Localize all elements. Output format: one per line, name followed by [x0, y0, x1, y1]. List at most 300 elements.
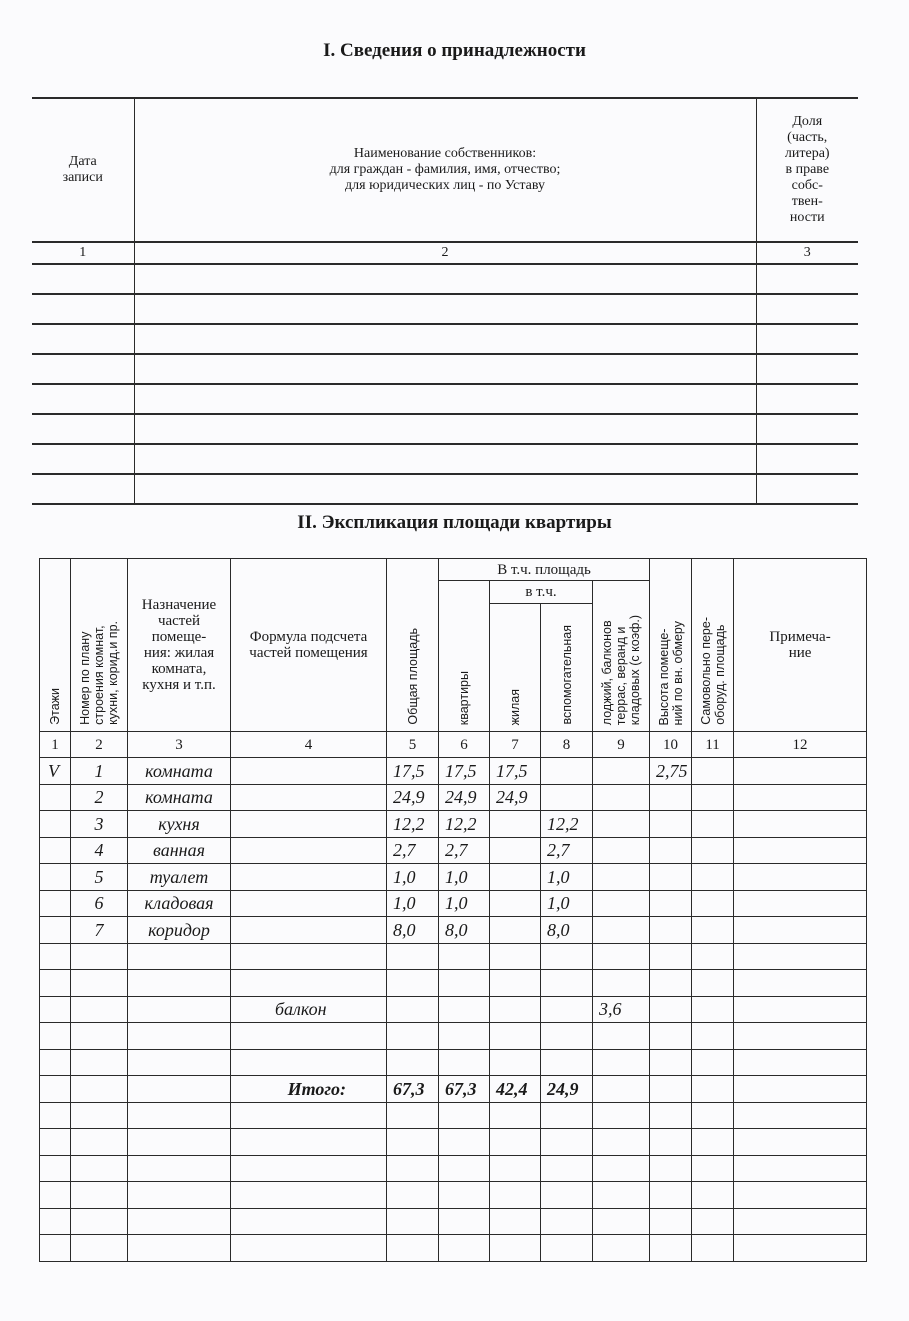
column-number: 1: [32, 242, 134, 264]
note-cell: [734, 970, 867, 997]
living-area-cell: [490, 1102, 541, 1129]
total-area-cell: [387, 1049, 439, 1076]
loggia-area-cell: [593, 1155, 650, 1182]
ownership-row: [32, 414, 858, 444]
note-cell: [734, 784, 867, 811]
ownership-row: [32, 444, 858, 474]
plan-number-cell: 3: [71, 811, 128, 838]
ownership-cell: [32, 294, 134, 324]
plan-number-cell: [71, 1076, 128, 1103]
ownership-cell: [134, 444, 756, 474]
ownership-cell: [32, 324, 134, 354]
column-number: 2: [71, 732, 128, 758]
note-cell: [734, 1023, 867, 1050]
loggia-area-cell: [593, 758, 650, 785]
purpose-cell: кухня: [128, 811, 231, 838]
height-cell: [650, 1076, 692, 1103]
total-row: [40, 1076, 867, 1103]
plan-number-cell: [71, 1049, 128, 1076]
height-cell: [650, 864, 692, 891]
floor-cell: [40, 784, 71, 811]
note-cell: [734, 1076, 867, 1103]
ownership-cell: [32, 384, 134, 414]
loggia-area-cell: [593, 1049, 650, 1076]
height-cell: [650, 1235, 692, 1262]
note-cell: [734, 1155, 867, 1182]
living-area-cell: [490, 864, 541, 891]
height-cell: [650, 1049, 692, 1076]
explication-row: [40, 970, 867, 997]
ownership-cell: [134, 414, 756, 444]
formula-cell: Итого:: [231, 1076, 387, 1103]
unauthorized-cell: [692, 811, 734, 838]
explication-table: [39, 558, 867, 1262]
unauthorized-cell: [692, 1235, 734, 1262]
formula-cell: [231, 1208, 387, 1235]
column-number: 5: [387, 732, 439, 758]
unauthorized-cell: [692, 1182, 734, 1209]
unauthorized-cell: [692, 1049, 734, 1076]
auxiliary-area-cell: 1,0: [541, 890, 593, 917]
auxiliary-area-cell: 24,9: [541, 1076, 593, 1103]
height-cell: [650, 1155, 692, 1182]
header-height: Высота помеще- ний по вн. обмеру: [650, 559, 692, 732]
header-total-area: Общая площадь: [387, 559, 439, 732]
total-area-cell: 67,3: [387, 1076, 439, 1103]
apartment-area-cell: 67,3: [439, 1076, 490, 1103]
plan-number-cell: [71, 970, 128, 997]
auxiliary-area-cell: 2,7: [541, 837, 593, 864]
ownership-cell: [756, 474, 858, 504]
loggia-area-cell: [593, 837, 650, 864]
floor-cell: V: [40, 758, 71, 785]
total-area-cell: 2,7: [387, 837, 439, 864]
purpose-cell: комната: [128, 784, 231, 811]
column-number: 1: [40, 732, 71, 758]
loggia-area-cell: [593, 1208, 650, 1235]
ownership-cell: [32, 354, 134, 384]
ownership-row: [32, 294, 858, 324]
loggia-area-cell: [593, 1023, 650, 1050]
formula-cell: [231, 1049, 387, 1076]
height-cell: [650, 811, 692, 838]
formula-cell: [231, 917, 387, 944]
total-area-cell: [387, 1235, 439, 1262]
purpose-cell: коридор: [128, 917, 231, 944]
plan-number-cell: 2: [71, 784, 128, 811]
note-cell: [734, 864, 867, 891]
purpose-cell: [128, 1049, 231, 1076]
total-area-cell: [387, 1155, 439, 1182]
purpose-cell: [128, 1182, 231, 1209]
auxiliary-area-cell: [541, 1208, 593, 1235]
unauthorized-cell: [692, 1155, 734, 1182]
explication-row: [40, 837, 867, 864]
plan-number-cell: [71, 1023, 128, 1050]
total-area-cell: [387, 1129, 439, 1156]
formula-cell: [231, 1023, 387, 1050]
apartment-area-cell: [439, 1182, 490, 1209]
floor-cell: [40, 917, 71, 944]
purpose-cell: кладовая: [128, 890, 231, 917]
plan-number-cell: 6: [71, 890, 128, 917]
purpose-cell: [128, 1208, 231, 1235]
apartment-area-cell: [439, 1208, 490, 1235]
total-area-cell: 1,0: [387, 864, 439, 891]
height-cell: 2,75: [650, 758, 692, 785]
floor-cell: [40, 1076, 71, 1103]
explication-row: [40, 1129, 867, 1156]
formula-cell: [231, 890, 387, 917]
floor-cell: [40, 837, 71, 864]
loggia-area-cell: [593, 1182, 650, 1209]
total-area-cell: [387, 1023, 439, 1050]
header-owners: Наименование собственников: для граждан - фамилия, имя, отчество; для юридических лиц - по Уставу: [134, 98, 756, 242]
purpose-cell: [128, 1076, 231, 1103]
plan-number-cell: [71, 1182, 128, 1209]
apartment-area-cell: 24,9: [439, 784, 490, 811]
total-area-cell: 1,0: [387, 890, 439, 917]
unauthorized-cell: [692, 758, 734, 785]
living-area-cell: [490, 1023, 541, 1050]
living-area-cell: [490, 1129, 541, 1156]
living-area-cell: [490, 1235, 541, 1262]
formula-cell: [231, 758, 387, 785]
explication-row: [40, 996, 867, 1023]
unauthorized-cell: [692, 1076, 734, 1103]
auxiliary-area-cell: [541, 1023, 593, 1050]
apartment-area-cell: [439, 1049, 490, 1076]
unauthorized-cell: [692, 1023, 734, 1050]
header-living: жилая: [490, 604, 541, 732]
apartment-area-cell: 1,0: [439, 890, 490, 917]
loggia-area-cell: [593, 1076, 650, 1103]
apartment-area-cell: 17,5: [439, 758, 490, 785]
auxiliary-area-cell: [541, 1182, 593, 1209]
floor-cell: [40, 864, 71, 891]
explication-row: [40, 811, 867, 838]
plan-number-cell: [71, 1235, 128, 1262]
loggia-area-cell: [593, 943, 650, 970]
ownership-cell: [134, 294, 756, 324]
header-floors: Этажи: [40, 559, 71, 732]
column-number: 6: [439, 732, 490, 758]
purpose-cell: [128, 1155, 231, 1182]
floor-cell: [40, 1208, 71, 1235]
auxiliary-area-cell: [541, 758, 593, 785]
ownership-row: [32, 384, 858, 414]
formula-cell: [231, 943, 387, 970]
floor-cell: [40, 1023, 71, 1050]
plan-number-cell: 7: [71, 917, 128, 944]
ownership-row: [32, 474, 858, 504]
purpose-cell: [128, 1129, 231, 1156]
purpose-cell: ванная: [128, 837, 231, 864]
loggia-area-cell: [593, 890, 650, 917]
purpose-cell: туалет: [128, 864, 231, 891]
living-area-cell: [490, 811, 541, 838]
note-cell: [734, 1208, 867, 1235]
explication-row: [40, 1049, 867, 1076]
apartment-area-cell: [439, 1023, 490, 1050]
ownership-cell: [32, 444, 134, 474]
ownership-table: [32, 97, 858, 505]
note-cell: [734, 996, 867, 1023]
plan-number-cell: [71, 1155, 128, 1182]
floor-cell: [40, 890, 71, 917]
living-area-cell: [490, 1182, 541, 1209]
plan-number-cell: 4: [71, 837, 128, 864]
formula-cell: [231, 864, 387, 891]
ownership-cell: [32, 474, 134, 504]
apartment-area-cell: [439, 1102, 490, 1129]
column-number: 3: [128, 732, 231, 758]
total-area-cell: [387, 1182, 439, 1209]
formula-cell: [231, 1155, 387, 1182]
living-area-cell: [490, 943, 541, 970]
auxiliary-area-cell: [541, 784, 593, 811]
ownership-cell: [756, 354, 858, 384]
floor-cell: [40, 1155, 71, 1182]
column-number: 8: [541, 732, 593, 758]
plan-number-cell: [71, 1208, 128, 1235]
purpose-cell: [128, 1235, 231, 1262]
ownership-cell: [134, 324, 756, 354]
total-area-cell: 24,9: [387, 784, 439, 811]
auxiliary-area-cell: [541, 943, 593, 970]
explication-row: [40, 1023, 867, 1050]
living-area-cell: [490, 996, 541, 1023]
column-number: 3: [756, 242, 858, 264]
column-number: 2: [134, 242, 756, 264]
explication-row: [40, 1182, 867, 1209]
loggia-area-cell: [593, 784, 650, 811]
apartment-area-cell: [439, 996, 490, 1023]
living-area-cell: [490, 970, 541, 997]
note-cell: [734, 1129, 867, 1156]
loggia-area-cell: [593, 1102, 650, 1129]
ownership-cell: [134, 384, 756, 414]
auxiliary-area-cell: [541, 1235, 593, 1262]
height-cell: [650, 996, 692, 1023]
floor-cell: [40, 1129, 71, 1156]
total-area-cell: [387, 1208, 439, 1235]
floor-cell: [40, 996, 71, 1023]
living-area-cell: [490, 890, 541, 917]
total-area-cell: [387, 996, 439, 1023]
header-incl: в т.ч.: [490, 581, 593, 604]
unauthorized-cell: [692, 1129, 734, 1156]
purpose-cell: комната: [128, 758, 231, 785]
note-cell: [734, 811, 867, 838]
ownership-cell: [756, 324, 858, 354]
apartment-area-cell: 2,7: [439, 837, 490, 864]
auxiliary-area-cell: 1,0: [541, 864, 593, 891]
plan-number-cell: [71, 996, 128, 1023]
plan-number-cell: [71, 1102, 128, 1129]
note-cell: [734, 1235, 867, 1262]
note-cell: [734, 943, 867, 970]
loggia-area-cell: [593, 1129, 650, 1156]
total-area-cell: [387, 943, 439, 970]
total-area-cell: [387, 1102, 439, 1129]
ownership-cell: [756, 384, 858, 414]
auxiliary-area-cell: [541, 1155, 593, 1182]
purpose-cell: [128, 996, 231, 1023]
loggia-area-cell: [593, 1235, 650, 1262]
section2-title: II. Экспликация площади квартиры: [297, 512, 612, 533]
section1-title: I. Сведения о принадлежности: [323, 40, 586, 61]
formula-cell: [231, 837, 387, 864]
living-area-cell: [490, 837, 541, 864]
note-cell: [734, 1182, 867, 1209]
header-incl-area: В т.ч. площадь: [439, 559, 650, 581]
explication-row: [40, 784, 867, 811]
floor-cell: [40, 811, 71, 838]
ownership-header-row: [32, 98, 858, 242]
note-cell: [734, 837, 867, 864]
note-cell: [734, 917, 867, 944]
floor-cell: [40, 1049, 71, 1076]
apartment-area-cell: 8,0: [439, 917, 490, 944]
auxiliary-area-cell: [541, 1049, 593, 1076]
living-area-cell: [490, 917, 541, 944]
ownership-cell: [756, 294, 858, 324]
unauthorized-cell: [692, 864, 734, 891]
auxiliary-area-cell: [541, 1102, 593, 1129]
floor-cell: [40, 1102, 71, 1129]
header-auxiliary: вспомогательная: [541, 604, 593, 732]
auxiliary-area-cell: 8,0: [541, 917, 593, 944]
total-area-cell: 12,2: [387, 811, 439, 838]
ownership-cell: [756, 264, 858, 294]
ownership-cell: [32, 264, 134, 294]
plan-number-cell: 1: [71, 758, 128, 785]
living-area-cell: 42,4: [490, 1076, 541, 1103]
explication-row: [40, 864, 867, 891]
purpose-cell: [128, 943, 231, 970]
height-cell: [650, 1023, 692, 1050]
height-cell: [650, 970, 692, 997]
apartment-area-cell: [439, 970, 490, 997]
purpose-cell: [128, 1023, 231, 1050]
apartment-area-cell: [439, 1129, 490, 1156]
ownership-cell: [134, 354, 756, 384]
living-area-cell: 24,9: [490, 784, 541, 811]
note-cell: [734, 1102, 867, 1129]
height-cell: [650, 1102, 692, 1129]
unauthorized-cell: [692, 970, 734, 997]
header-note: Примеча- ние: [734, 559, 867, 732]
note-cell: [734, 1049, 867, 1076]
purpose-cell: [128, 1102, 231, 1129]
column-number: 11: [692, 732, 734, 758]
living-area-cell: [490, 1155, 541, 1182]
height-cell: [650, 890, 692, 917]
loggia-area-cell: [593, 864, 650, 891]
header-date: Дата записи: [32, 98, 134, 242]
auxiliary-area-cell: [541, 970, 593, 997]
height-cell: [650, 1182, 692, 1209]
header-apartment: квартиры: [439, 581, 490, 732]
plan-number-cell: 5: [71, 864, 128, 891]
explication-column-numbers: [40, 732, 867, 758]
formula-cell: балкон: [231, 996, 387, 1023]
living-area-cell: 17,5: [490, 758, 541, 785]
explication-row: [40, 1102, 867, 1129]
column-number: 7: [490, 732, 541, 758]
header-plan-number: Номер по плану строения комнат, кухни, корид.и пр.: [71, 559, 128, 732]
floor-cell: [40, 970, 71, 997]
unauthorized-cell: [692, 784, 734, 811]
explication-row: [40, 1208, 867, 1235]
formula-cell: [231, 1182, 387, 1209]
formula-cell: [231, 1102, 387, 1129]
formula-cell: [231, 811, 387, 838]
loggia-area-cell: 3,6: [593, 996, 650, 1023]
living-area-cell: [490, 1049, 541, 1076]
total-area-cell: 8,0: [387, 917, 439, 944]
total-area-cell: 17,5: [387, 758, 439, 785]
formula-cell: [231, 970, 387, 997]
height-cell: [650, 943, 692, 970]
unauthorized-cell: [692, 1102, 734, 1129]
explication-row: [40, 1235, 867, 1262]
ownership-cell: [756, 414, 858, 444]
apartment-area-cell: [439, 1155, 490, 1182]
unauthorized-cell: [692, 917, 734, 944]
ownership-cell: [32, 414, 134, 444]
auxiliary-area-cell: [541, 996, 593, 1023]
header-formula: Формула подсчета частей помещения: [231, 559, 387, 732]
plan-number-cell: [71, 943, 128, 970]
explication-row: [40, 758, 867, 785]
height-cell: [650, 837, 692, 864]
column-number: 4: [231, 732, 387, 758]
floor-cell: [40, 943, 71, 970]
column-number: 9: [593, 732, 650, 758]
height-cell: [650, 1129, 692, 1156]
ownership-cell: [134, 474, 756, 504]
explication-row: [40, 943, 867, 970]
loggia-area-cell: [593, 811, 650, 838]
floor-cell: [40, 1235, 71, 1262]
ownership-cell: [756, 444, 858, 474]
formula-cell: [231, 784, 387, 811]
ownership-row: [32, 264, 858, 294]
formula-cell: [231, 1235, 387, 1262]
note-cell: [734, 890, 867, 917]
unauthorized-cell: [692, 943, 734, 970]
apartment-area-cell: 1,0: [439, 864, 490, 891]
explication-row: [40, 917, 867, 944]
column-number: 10: [650, 732, 692, 758]
column-number: 12: [734, 732, 867, 758]
apartment-area-cell: [439, 1235, 490, 1262]
height-cell: [650, 1208, 692, 1235]
ownership-column-numbers: [32, 242, 858, 264]
explication-row: [40, 1155, 867, 1182]
header-loggias: лоджий, балконов террас, веранд и кладовых (с коэф.): [593, 581, 650, 732]
unauthorized-cell: [692, 996, 734, 1023]
note-cell: [734, 758, 867, 785]
unauthorized-cell: [692, 837, 734, 864]
total-area-cell: [387, 970, 439, 997]
loggia-area-cell: [593, 917, 650, 944]
plan-number-cell: [71, 1129, 128, 1156]
apartment-area-cell: [439, 943, 490, 970]
floor-cell: [40, 1182, 71, 1209]
